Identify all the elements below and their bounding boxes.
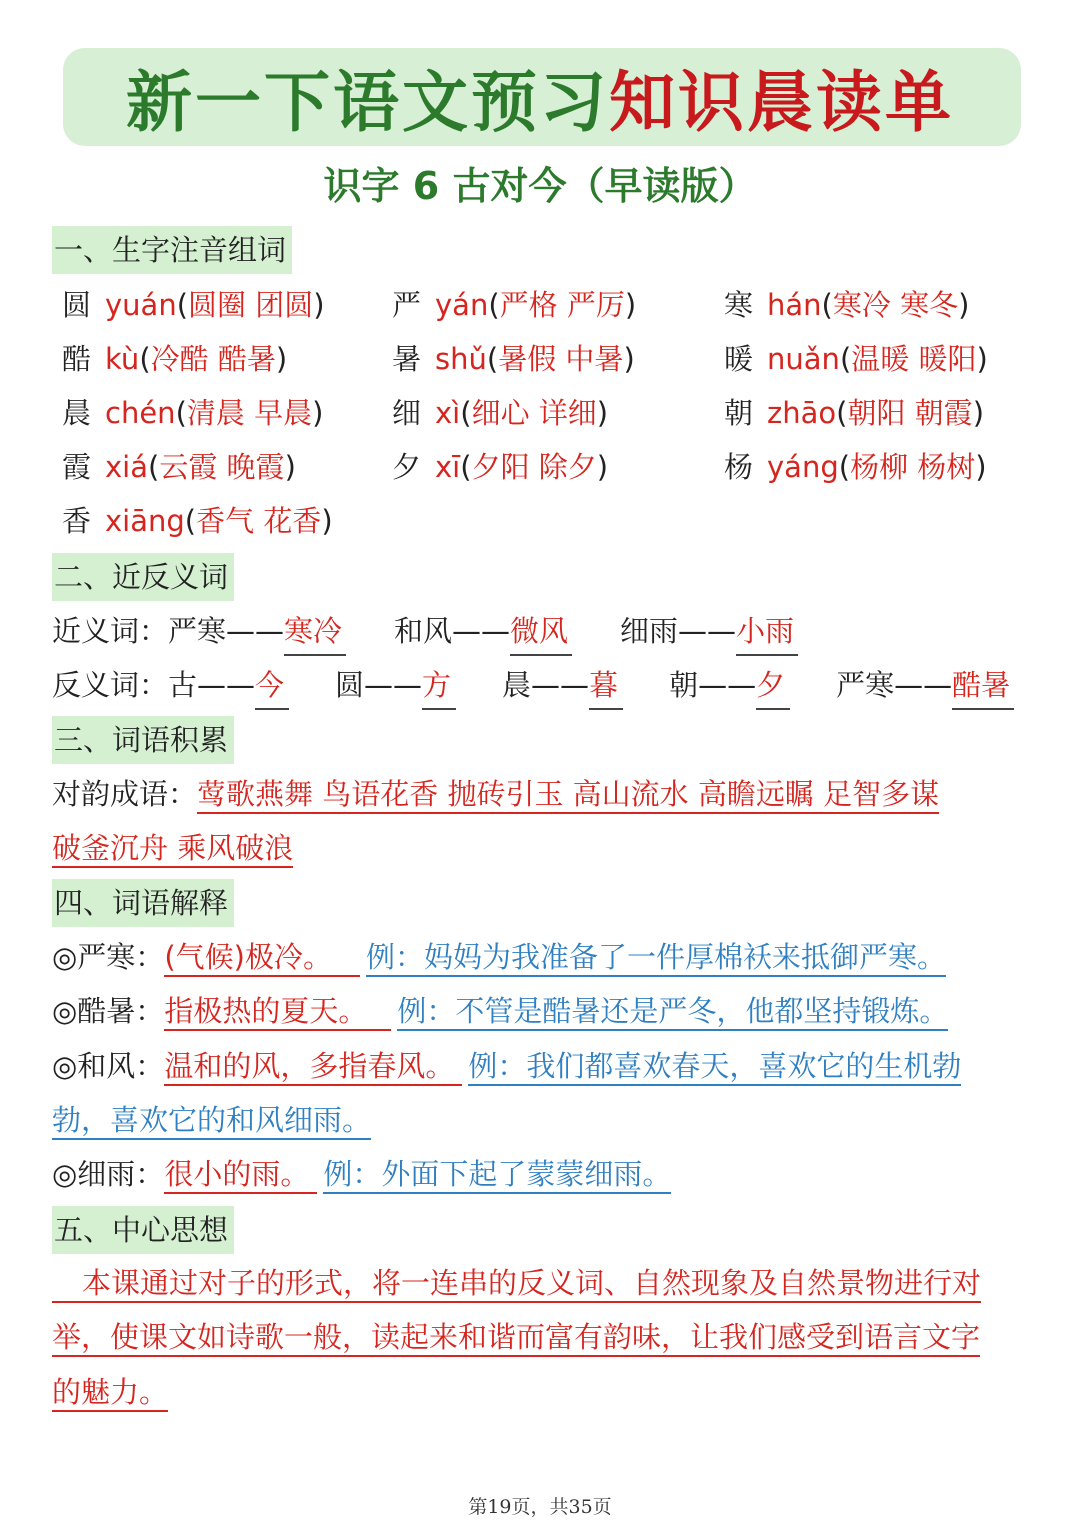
vocab-pinyin: zhāo xyxy=(767,396,837,430)
vocab-words: 云霞 晚霞 xyxy=(159,450,285,484)
definition-row xyxy=(52,934,946,980)
antonym-pair: 朝——夕 xyxy=(669,668,790,702)
close-paren: ) xyxy=(321,504,333,538)
open-paren: ( xyxy=(488,288,500,322)
summary-line: 的魅力。 xyxy=(52,1369,168,1415)
page-number: 第19页，共35页 xyxy=(468,1496,612,1518)
vocab-pinyin: yán xyxy=(435,288,489,322)
close-paren: ) xyxy=(596,450,609,484)
vocab-character: 杨 xyxy=(724,450,754,484)
antonym-answer: 酷暑 xyxy=(952,662,1014,710)
vocab-words: 寒冷 寒冬 xyxy=(832,288,959,322)
close-paren: ) xyxy=(972,396,985,430)
antonym-pair: 圆——方 xyxy=(335,668,456,702)
vocab-item xyxy=(724,282,969,328)
definition-row xyxy=(52,1151,671,1197)
lesson-subtitle: 识字 6 古对今（早读版） xyxy=(323,164,757,208)
antonym-pair: 严寒——酷暑 xyxy=(836,668,1014,702)
vocab-item xyxy=(62,390,323,436)
close-paren: ) xyxy=(976,342,988,376)
antonym-answer: 暮 xyxy=(589,662,623,710)
antonym-row xyxy=(52,662,1014,710)
vocab-words: 清晨 早晨 xyxy=(186,396,313,430)
vocab-character: 暖 xyxy=(724,342,754,376)
synonym-pair: 和风——微风 xyxy=(394,614,572,648)
idiom-list: 破釜沉舟 乘风破浪 xyxy=(52,831,293,868)
antonym-answer: 今 xyxy=(255,662,289,710)
definition-example: 例：外面下起了蒙蒙细雨。 xyxy=(323,1157,671,1194)
antonym-label: 反义词： xyxy=(52,668,169,702)
term: ◎细雨： xyxy=(52,1157,165,1191)
vocab-item xyxy=(392,336,635,382)
vocab-character: 香 xyxy=(62,504,92,538)
main-title-green: 新一下语文预习 xyxy=(126,63,609,141)
section-4-heading: 四、词语解释 xyxy=(52,879,234,927)
close-paren: ) xyxy=(312,396,324,430)
definition-meaning: 温和的风，多指春风。 xyxy=(164,1049,462,1086)
open-paren: ( xyxy=(460,450,472,484)
antonym-pair: 晨——暮 xyxy=(502,668,623,702)
vocab-character: 暑 xyxy=(392,342,422,376)
idiom-label: 对韵成语： xyxy=(52,777,198,811)
vocab-words: 细心 详细 xyxy=(471,396,597,430)
vocab-character: 霞 xyxy=(62,450,92,484)
synonym-label: 近义词： xyxy=(52,614,169,648)
idiom-row-1 xyxy=(52,771,939,817)
vocab-item xyxy=(62,444,296,490)
definition-meaning: 指极热的夏天。 xyxy=(164,994,391,1031)
vocab-item xyxy=(724,336,988,382)
open-paren: ( xyxy=(839,342,852,376)
vocab-item xyxy=(724,390,984,436)
term: ◎和风： xyxy=(52,1049,165,1083)
vocab-words: 香气 花香 xyxy=(196,504,322,538)
vocab-character: 朝 xyxy=(724,396,754,430)
antonym-pair: 古——今 xyxy=(168,668,289,702)
synonym-answer: 寒冷 xyxy=(284,608,346,656)
synonym-pair: 细雨——小雨 xyxy=(620,614,798,648)
summary-line: 举，使课文如诗歌一般，读起来和谐而富有韵味，让我们感受到语言文字 xyxy=(52,1314,980,1360)
main-title xyxy=(0,62,1080,142)
vocab-item xyxy=(724,444,987,490)
open-paren: ( xyxy=(838,450,851,484)
vocab-item xyxy=(62,498,333,544)
section-3-heading: 三、词语积累 xyxy=(52,716,234,764)
definition-meaning: 很小的雨。 xyxy=(164,1157,317,1194)
vocab-pinyin: hán xyxy=(767,288,822,322)
open-paren: ( xyxy=(460,396,472,430)
vocab-pinyin: chén xyxy=(105,396,176,430)
vocab-words: 夕阳 除夕 xyxy=(471,450,597,484)
summary-line: 本课通过对子的形式，将一连串的反义词、自然现象及自然景物进行对 xyxy=(52,1260,981,1306)
definition-meaning: (气候)极冷。 xyxy=(164,940,360,977)
vocab-character: 圆 xyxy=(62,288,92,322)
vocab-pinyin: xī xyxy=(435,450,461,484)
vocab-pinyin: yáng xyxy=(767,450,839,484)
term: ◎严寒： xyxy=(52,940,165,974)
vocab-words: 温暖 暖阳 xyxy=(851,342,977,376)
synonym-answer: 小雨 xyxy=(736,608,798,656)
close-paren: ) xyxy=(624,288,637,322)
vocab-item xyxy=(392,390,608,436)
definition-example: 例：我们都喜欢春天，喜欢它的生机勃 xyxy=(468,1049,961,1086)
section-1-heading: 一、生字注音组词 xyxy=(52,226,292,274)
vocab-pinyin: xiá xyxy=(105,450,149,484)
vocab-words: 圆圈 团圆 xyxy=(188,288,314,322)
close-paren: ) xyxy=(623,342,635,376)
vocab-character: 晨 xyxy=(62,396,92,430)
open-paren: ( xyxy=(176,288,189,322)
idiom-list: 莺歌燕舞 鸟语花香 抛砖引玉 高山流水 高瞻远瞩 足智多谋 xyxy=(197,777,939,814)
vocab-words: 暑假 中暑 xyxy=(498,342,624,376)
vocab-character: 细 xyxy=(392,396,422,430)
vocab-character: 夕 xyxy=(392,450,422,484)
vocab-character: 寒 xyxy=(724,288,754,322)
idiom-row-2 xyxy=(52,825,293,871)
vocab-pinyin: shǔ xyxy=(435,342,487,376)
vocab-item xyxy=(392,282,636,328)
close-paren: ) xyxy=(275,342,288,376)
open-paren: ( xyxy=(139,342,151,376)
synonym-pair: 严寒——寒冷 xyxy=(168,614,346,648)
vocab-words: 严格 严厉 xyxy=(499,288,625,322)
section-2-heading: 二、近反义词 xyxy=(52,553,234,601)
vocab-character: 酷 xyxy=(62,342,92,376)
open-paren: ( xyxy=(148,450,160,484)
vocab-item xyxy=(62,336,287,382)
close-paren: ) xyxy=(313,288,325,322)
close-paren: ) xyxy=(284,450,296,484)
definition-example: 例：不管是酷暑还是严冬，他都坚持锻炼。 xyxy=(397,994,948,1031)
term: ◎酷暑： xyxy=(52,994,165,1028)
vocab-item xyxy=(62,282,325,328)
synonym-answer: 微风 xyxy=(510,608,572,656)
open-paren: ( xyxy=(184,504,197,538)
definition-example: 勃，喜欢它的和风细雨。 xyxy=(52,1103,371,1140)
close-paren: ) xyxy=(958,288,970,322)
vocab-character: 严 xyxy=(392,288,422,322)
vocab-item xyxy=(392,444,608,490)
synonym-row xyxy=(52,608,798,656)
main-title-red: 知识晨读单 xyxy=(609,63,954,141)
vocab-pinyin: yuán xyxy=(105,288,177,322)
definition-row xyxy=(52,988,948,1034)
open-paren: ( xyxy=(836,396,848,430)
definition-example: 例：妈妈为我准备了一件厚棉袄来抵御严寒。 xyxy=(366,940,946,977)
vocab-words: 朝阳 朝霞 xyxy=(847,396,973,430)
vocab-pinyin: nuǎn xyxy=(767,342,840,376)
section-5-heading: 五、中心思想 xyxy=(52,1206,234,1254)
definition-row-cont xyxy=(52,1097,371,1143)
vocab-pinyin: xì xyxy=(435,396,461,430)
close-paren: ) xyxy=(975,450,987,484)
vocab-pinyin: kù xyxy=(105,342,140,376)
vocab-words: 冷酷 酷暑 xyxy=(150,342,276,376)
antonym-answer: 方 xyxy=(422,662,456,710)
definition-row xyxy=(52,1043,961,1089)
vocab-pinyin: xiāng xyxy=(105,504,185,538)
open-paren: ( xyxy=(175,396,187,430)
open-paren: ( xyxy=(821,288,833,322)
close-paren: ) xyxy=(596,396,609,430)
vocab-words: 杨柳 杨树 xyxy=(850,450,976,484)
open-paren: ( xyxy=(486,342,499,376)
antonym-answer: 夕 xyxy=(756,662,790,710)
